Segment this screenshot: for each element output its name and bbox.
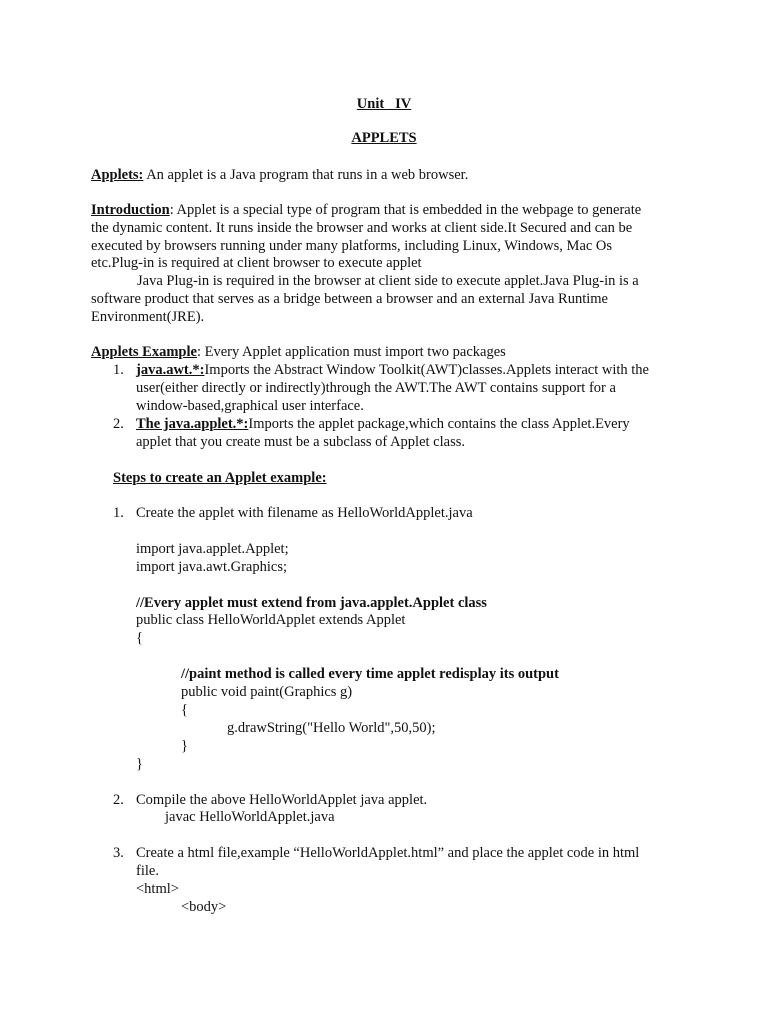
step-1-text: Create the applet with filename as HelloWorldApplet.java <box>136 505 473 521</box>
applets-example-text: : Every Applet application must import two packages <box>196 344 506 360</box>
step-2-text: Compile the above HelloWorldApplet java applet. <box>136 792 428 808</box>
page-title: APPLETS <box>351 130 417 146</box>
body-open-tag: <body> <box>181 899 227 915</box>
package-item-1-number: 1. <box>113 362 124 378</box>
applets-definition-text: An applet is a Java program that runs in a web browser. <box>143 167 469 183</box>
code-comment-paint: //paint method is called every time applet redisplay its output <box>181 666 559 682</box>
package-item-2-line-2: applet that you create must be a subclass of Applet class. <box>136 434 465 450</box>
intro-line-5: Java Plug-in is required in the browser at client side to execute applet.Java Plug-in is a <box>137 273 639 289</box>
step-3-line-2: file. <box>136 863 159 879</box>
code-comment-extend: //Every applet must extend from java.applet.Applet class <box>136 595 487 611</box>
code-close-brace-class: } <box>136 756 143 772</box>
step-3-number: 3. <box>113 845 124 861</box>
intro-line-3: executed by browsers running under many platforms, including Linux, Windows, Mac Os <box>91 238 613 254</box>
package-item-1-term: java.awt.*: <box>136 362 205 378</box>
code-class-declaration: public class HelloWorldApplet extends Applet <box>136 612 406 628</box>
introduction-term: Introduction <box>91 202 170 218</box>
step-1-number: 1. <box>113 505 124 521</box>
code-draw-string: g.drawString("Hello World",50,50); <box>227 720 436 736</box>
code-close-brace-method: } <box>181 738 188 754</box>
intro-line-4: etc.Plug-in is required at client browser to execute applet <box>91 255 422 271</box>
intro-line-2: the dynamic content. It runs inside the browser and works at client side.It Secured and can be <box>91 220 633 236</box>
package-item-2-text: Imports the applet package,which contains the class Applet.Every <box>248 416 630 432</box>
package-item-2-number: 2. <box>113 416 124 432</box>
step-2-number: 2. <box>113 792 124 808</box>
steps-heading: Steps to create an Applet example: <box>113 470 327 486</box>
applets-term: Applets: <box>91 167 144 183</box>
step-3-line-1: Create a html file,example “HelloWorldApplet.html” and place the applet code in html <box>136 845 640 861</box>
package-item-1-line-1 <box>136 361 649 379</box>
code-import-applet: import java.applet.Applet; <box>136 541 289 557</box>
package-item-2-term: The java.applet.*: <box>136 416 249 432</box>
applets-example-term: Applets Example <box>91 344 197 360</box>
applets-definition <box>91 166 468 184</box>
package-item-2-line-1 <box>136 415 630 433</box>
intro-line-6: software product that serves as a bridge between a browser and an external Java Runtime <box>91 291 608 307</box>
code-import-graphics: import java.awt.Graphics; <box>136 559 287 575</box>
applets-example-line <box>91 343 506 361</box>
package-item-1-line-2: user(either directly or indirectly)through the AWT.The AWT contains support for a <box>136 380 616 396</box>
package-item-1-line-3: window-based,graphical user interface. <box>136 398 364 414</box>
unit-heading: Unit _IV <box>356 96 412 112</box>
html-open-tag: <html> <box>136 881 179 897</box>
code-paint-method: public void paint(Graphics g) <box>181 684 353 700</box>
intro-line-1 <box>91 201 641 219</box>
intro-text-1: : Applet is a special type of program that is embedded in the webpage to generate <box>169 202 642 218</box>
step-2-command: javac HelloWorldApplet.java <box>165 809 335 825</box>
code-open-brace-class: { <box>136 630 143 646</box>
code-open-brace-method: { <box>181 702 188 718</box>
intro-line-7: Environment(JRE). <box>91 309 205 325</box>
package-item-1-text: Imports the Abstract Window Toolkit(AWT)classes.Applets interact with the <box>204 362 649 378</box>
